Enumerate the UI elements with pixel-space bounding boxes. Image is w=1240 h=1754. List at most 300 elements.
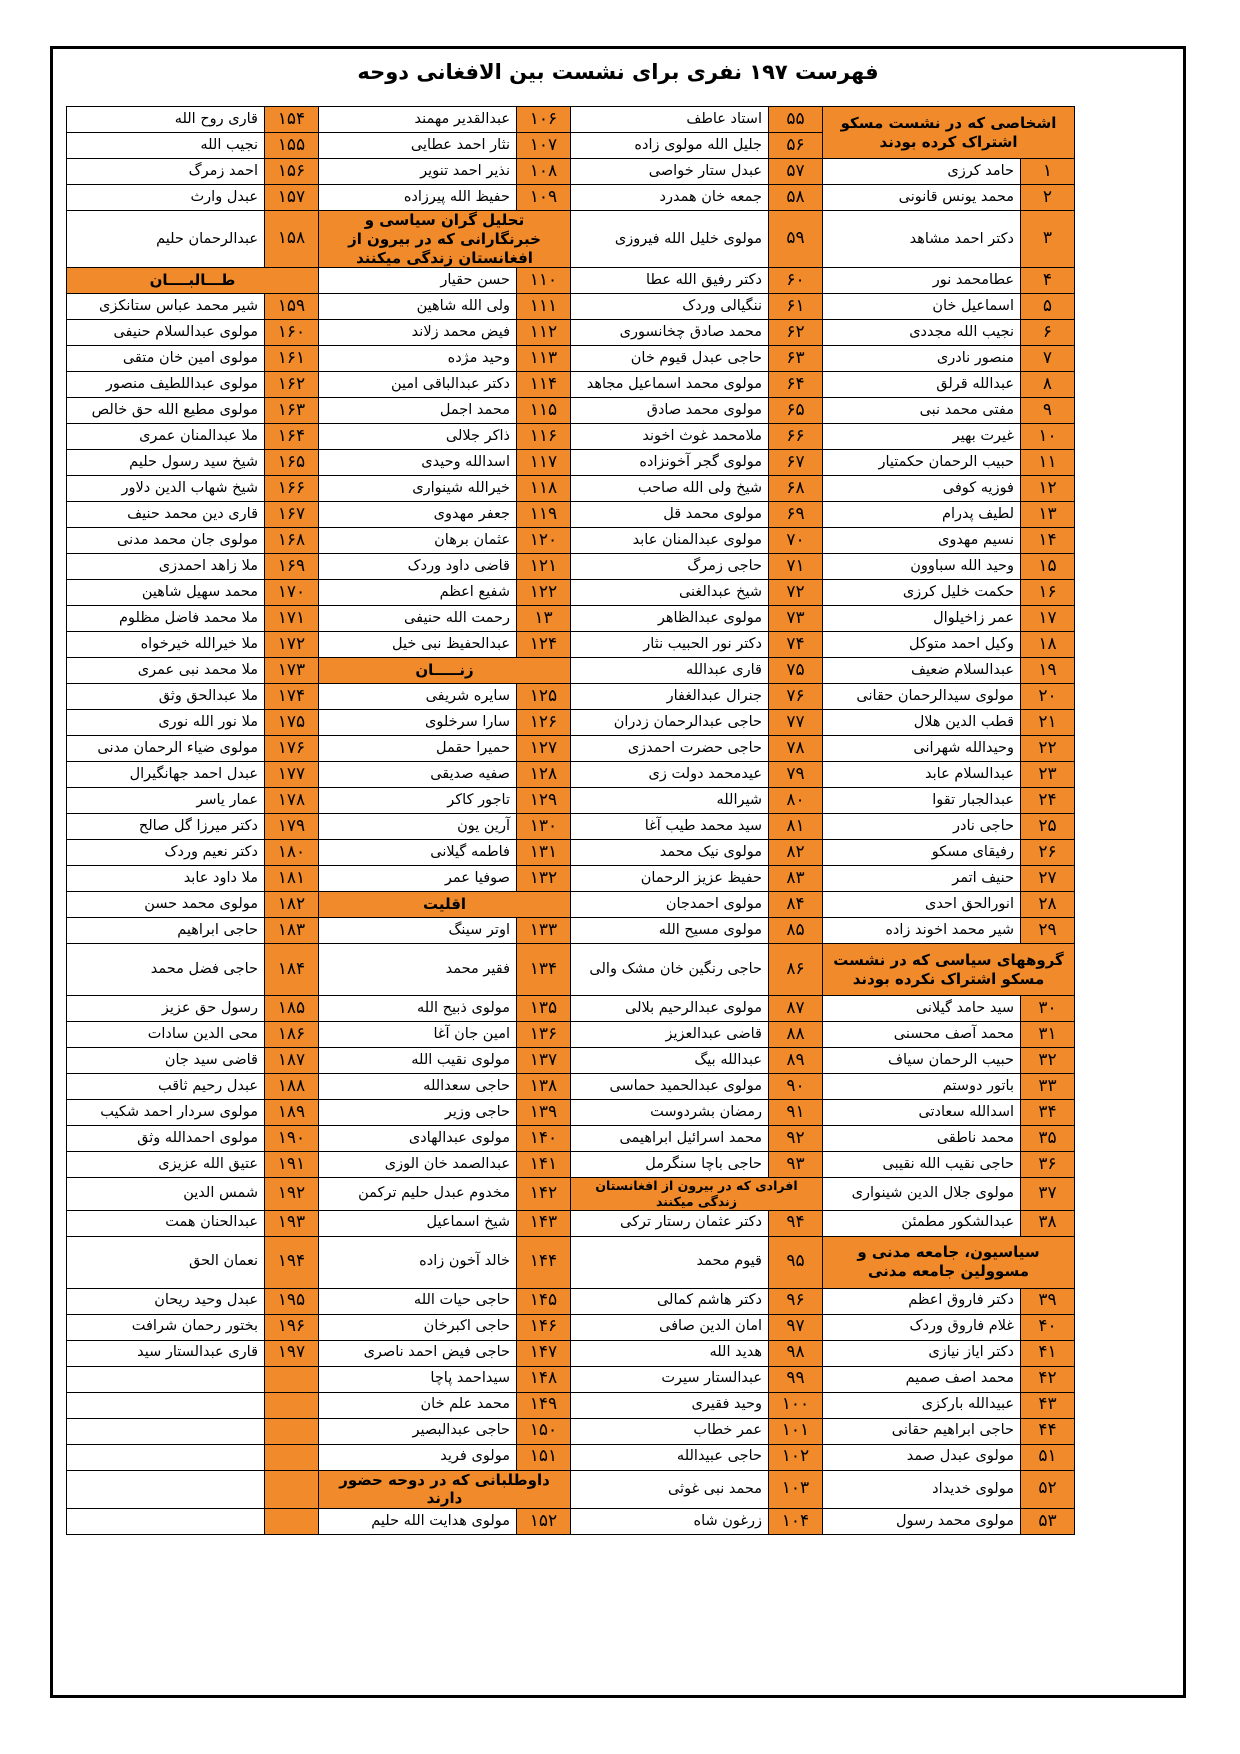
participant-name: قاضی سید جان: [67, 1048, 265, 1074]
participant-name: مخدوم عبدل حلیم ترکمن: [319, 1178, 517, 1210]
row-number: ۱۸۴: [265, 944, 319, 996]
row-number: ۹۳: [769, 1152, 823, 1178]
row-number: ۶۲: [769, 320, 823, 346]
row-number: ۱۲۷: [517, 736, 571, 762]
row-number: ۱۴۲: [517, 1178, 571, 1210]
row-number: ۱۴۳: [517, 1210, 571, 1236]
participant-name: شیخ شهاب الدین دلاور: [67, 476, 265, 502]
row-number: ۱۶۵: [265, 450, 319, 476]
row-number: ۲۷: [1021, 866, 1075, 892]
participant-name: استاد عاطف: [571, 107, 769, 133]
row-number: ۲۳: [1021, 762, 1075, 788]
row-number: ۷۰: [769, 528, 823, 554]
row-number: ۱۹۰: [265, 1126, 319, 1152]
participant-name: مولوی ضیاء الرحمان مدنی: [67, 736, 265, 762]
participant-name: غیرت بهیر: [823, 424, 1021, 450]
row-number: ۲۴: [1021, 788, 1075, 814]
participant-name: عبدالسلام عابد: [823, 762, 1021, 788]
participant-name: نجیب الله: [67, 133, 265, 159]
row-number: ۱۰۱: [769, 1418, 823, 1444]
participant-name: قاضی داود وردک: [319, 554, 517, 580]
participants-table: [66, 106, 1075, 1535]
participant-name: فیض محمد زلاند: [319, 320, 517, 346]
participant-name: محمد صادق چخانسوری: [571, 320, 769, 346]
row-number: ۵۹: [769, 211, 823, 268]
row-number: ۱۵۶: [265, 159, 319, 185]
participant-name: رمضان بشردوست: [571, 1100, 769, 1126]
row-number: ۱۸۳: [265, 918, 319, 944]
participant-name: مولوی جان محمد مدنی: [67, 528, 265, 554]
row-number: ۷۴: [769, 632, 823, 658]
row-number: ۹: [1021, 398, 1075, 424]
row-number: ۳۰: [1021, 996, 1075, 1022]
row-number: ۶۴: [769, 372, 823, 398]
participant-name: مولوی عبدالسلام حنیفی: [67, 320, 265, 346]
participant-name: عبدالرحمان حلیم: [67, 211, 265, 268]
participant-name: حاجی ابراهیم حقانی: [823, 1418, 1021, 1444]
row-number: ۱۵۴: [265, 107, 319, 133]
row-number: ۱۱۵: [517, 398, 571, 424]
participant-name: مولوی عبدل صمد: [823, 1444, 1021, 1470]
participant-name: حبیب الرحمان سیاف: [823, 1048, 1021, 1074]
row-number: ۱۹۶: [265, 1314, 319, 1340]
row-number: ۹۱: [769, 1100, 823, 1126]
row-number: ۱۷۶: [265, 736, 319, 762]
participant-name: عبدل رحیم ثاقب: [67, 1074, 265, 1100]
participant-name: دکتر رفیق الله عطا: [571, 268, 769, 294]
row-number: ۱۶۰: [265, 320, 319, 346]
participant-name: فاطمه گیلانی: [319, 840, 517, 866]
row-number: ۳۹: [1021, 1288, 1075, 1314]
participant-name: اسدالله وحیدی: [319, 450, 517, 476]
participant-name: مولوی نقیب الله: [319, 1048, 517, 1074]
participant-name: نثار احمد عطایی: [319, 133, 517, 159]
empty-name-cell: [67, 1418, 265, 1444]
row-number: ۶۳: [769, 346, 823, 372]
row-number: ۱۹۴: [265, 1236, 319, 1288]
row-number: ۵: [1021, 294, 1075, 320]
row-number: ۱۶۱: [265, 346, 319, 372]
row-number: ۶۱: [769, 294, 823, 320]
row-number: ۷۸: [769, 736, 823, 762]
row-number: ۱۱۱: [517, 294, 571, 320]
row-number: ۱۱۶: [517, 424, 571, 450]
empty-name-cell: [67, 1509, 265, 1535]
participant-name: ملا محمد نبی عمری: [67, 658, 265, 684]
row-number: ۱۸: [1021, 632, 1075, 658]
section-header: افرادی که در بیرون از افغانستان زندگی میکنند: [571, 1178, 823, 1210]
row-number: ۷۲: [769, 580, 823, 606]
row-number: ۱۳۴: [517, 944, 571, 996]
participant-name: سید محمد طیب آغا: [571, 814, 769, 840]
participant-name: هدید الله: [571, 1340, 769, 1366]
row-number: ۱۹: [1021, 658, 1075, 684]
participant-name: حسن حقیار: [319, 268, 517, 294]
participant-name: مولوی محمد صادق: [571, 398, 769, 424]
participant-name: احمد زمرگ: [67, 159, 265, 185]
participant-name: رفیقای مسکو: [823, 840, 1021, 866]
row-number: ۶۸: [769, 476, 823, 502]
participant-name: محمد اصف صمیم: [823, 1366, 1021, 1392]
row-number: ۸۴: [769, 892, 823, 918]
row-number: ۱۳۱: [517, 840, 571, 866]
row-number: ۱۰۶: [517, 107, 571, 133]
row-number: ۵۶: [769, 133, 823, 159]
participant-name: مولوی مسیح الله: [571, 918, 769, 944]
participant-name: حامد کرزی: [823, 159, 1021, 185]
participant-name: عمار یاسر: [67, 788, 265, 814]
row-number: ۱۳۹: [517, 1100, 571, 1126]
row-number: ۷: [1021, 346, 1075, 372]
participant-name: عبدالحنان همت: [67, 1210, 265, 1236]
participant-name: حمیرا حقمل: [319, 736, 517, 762]
participant-name: دکتر میرزا گل صالح: [67, 814, 265, 840]
participant-name: عبدل ستار خواصی: [571, 159, 769, 185]
participant-name: عبدالله بیگ: [571, 1048, 769, 1074]
participant-name: باتور دوستم: [823, 1074, 1021, 1100]
participant-name: محمد سهیل شاهین: [67, 580, 265, 606]
participant-name: مولوی خلیل الله فیروزی: [571, 211, 769, 268]
row-number: ۱۷: [1021, 606, 1075, 632]
participant-name: ملا خیرالله خیرخواه: [67, 632, 265, 658]
participant-name: نجیب الله مجددی: [823, 320, 1021, 346]
empty-name-cell: [67, 1444, 265, 1470]
row-number: ۳۴: [1021, 1100, 1075, 1126]
participant-name: مولوی فرید: [319, 1444, 517, 1470]
participant-name: بختور رحمان شرافت: [67, 1314, 265, 1340]
row-number: ۸۶: [769, 944, 823, 996]
participant-name: سید حامد گیلانی: [823, 996, 1021, 1022]
participant-name: امان الدین صافی: [571, 1314, 769, 1340]
row-number: ۱۳۸: [517, 1074, 571, 1100]
row-number: ۱۰۰: [769, 1392, 823, 1418]
participant-name: ملا زاهد احمدزی: [67, 554, 265, 580]
row-number: ۱۳: [1021, 502, 1075, 528]
row-number: ۱۷۷: [265, 762, 319, 788]
row-number: ۱۸۹: [265, 1100, 319, 1126]
participant-name: ولی الله شاهین: [319, 294, 517, 320]
row-number: ۴۳: [1021, 1392, 1075, 1418]
row-number: ۳۷: [1021, 1178, 1075, 1210]
row-number: ۷۱: [769, 554, 823, 580]
row-number: ۸۸: [769, 1022, 823, 1048]
row-number: ۱۲۸: [517, 762, 571, 788]
participant-name: قاضی عبدالعزیز: [571, 1022, 769, 1048]
row-number: ۱۲۶: [517, 710, 571, 736]
row-number: ۱۴۵: [517, 1288, 571, 1314]
row-number: ۱۵۷: [265, 185, 319, 211]
participant-name: شیر محمد اخوند زاده: [823, 918, 1021, 944]
row-number: ۱۳: [517, 606, 571, 632]
participant-name: نعمان الحق: [67, 1236, 265, 1288]
participant-name: حاجی سعدالله: [319, 1074, 517, 1100]
participant-name: اسماعیل خان: [823, 294, 1021, 320]
participant-name: حاجی فیض احمد ناصری: [319, 1340, 517, 1366]
row-number: ۱۹۳: [265, 1210, 319, 1236]
participant-name: مولوی مطیع الله حق خالص: [67, 398, 265, 424]
participant-name: مولوی عبدالظاهر: [571, 606, 769, 632]
empty-name-cell: [67, 1392, 265, 1418]
participant-name: عمر خطاب: [571, 1418, 769, 1444]
participant-name: محمد ناطقی: [823, 1126, 1021, 1152]
row-number: ۱۲۲: [517, 580, 571, 606]
participant-name: حاجی وزیر: [319, 1100, 517, 1126]
participant-name: عبدالجبار تقوا: [823, 788, 1021, 814]
participant-name: انورالحق احدی: [823, 892, 1021, 918]
participant-name: دکتر نعیم وردک: [67, 840, 265, 866]
participant-name: خالد آخون زاده: [319, 1236, 517, 1288]
row-number: ۱۵۱: [517, 1444, 571, 1470]
participant-name: عبدالصمد خان الوزی: [319, 1152, 517, 1178]
participant-name: مولوی محمد حسن: [67, 892, 265, 918]
participant-name: عبدالحفیظ نبی خیل: [319, 632, 517, 658]
participant-name: دکتر فاروق اعظم: [823, 1288, 1021, 1314]
row-number: ۱۵۸: [265, 211, 319, 268]
row-number: ۱۰۲: [769, 1444, 823, 1470]
row-number: ۴۱: [1021, 1340, 1075, 1366]
row-number: ۵۱: [1021, 1444, 1075, 1470]
row-number: ۱۶: [1021, 580, 1075, 606]
empty-number-cell: [265, 1366, 319, 1392]
row-number: ۶۷: [769, 450, 823, 476]
row-number: ۴: [1021, 268, 1075, 294]
row-number: ۸: [1021, 372, 1075, 398]
participant-name: مولوی عبدالهادی: [319, 1126, 517, 1152]
row-number: ۱۲۹: [517, 788, 571, 814]
participant-name: عثمان برهان: [319, 528, 517, 554]
empty-number-cell: [265, 1418, 319, 1444]
participant-name: مولوی عبدالرحیم بلالی: [571, 996, 769, 1022]
row-number: ۹۲: [769, 1126, 823, 1152]
row-number: ۶۶: [769, 424, 823, 450]
participant-name: قاری روح الله: [67, 107, 265, 133]
participant-name: مولوی عبداللطیف منصور: [67, 372, 265, 398]
row-number: ۱۵: [1021, 554, 1075, 580]
row-number: ۳۵: [1021, 1126, 1075, 1152]
row-number: ۱۴۰: [517, 1126, 571, 1152]
row-number: ۷۵: [769, 658, 823, 684]
row-number: ۱۴۴: [517, 1236, 571, 1288]
row-number: ۱۲۵: [517, 684, 571, 710]
participant-name: جنرال عبدالغفار: [571, 684, 769, 710]
row-number: ۵۵: [769, 107, 823, 133]
row-number: ۷۹: [769, 762, 823, 788]
row-number: ۱۹۲: [265, 1178, 319, 1210]
empty-name-cell: [67, 1366, 265, 1392]
row-number: ۷۷: [769, 710, 823, 736]
participant-name: فوزیه کوفی: [823, 476, 1021, 502]
participant-name: نسیم مهدوی: [823, 528, 1021, 554]
participant-name: ملا عبدالمنان عمری: [67, 424, 265, 450]
row-number: ۱۲۱: [517, 554, 571, 580]
row-number: ۳۳: [1021, 1074, 1075, 1100]
participant-name: لطیف پدرام: [823, 502, 1021, 528]
row-number: ۹۶: [769, 1288, 823, 1314]
row-number: ۱۷۴: [265, 684, 319, 710]
participant-name: ننگیالی وردک: [571, 294, 769, 320]
participant-name: محمد اجمل: [319, 398, 517, 424]
row-number: ۲۶: [1021, 840, 1075, 866]
section-header: گروههای سیاسی که در نشست مسکو اشتراک نکرده بودند: [823, 944, 1075, 996]
row-number: ۱۸۸: [265, 1074, 319, 1100]
participant-name: حاجی حضرت احمدزی: [571, 736, 769, 762]
row-number: ۵۸: [769, 185, 823, 211]
participant-name: شمس الدین: [67, 1178, 265, 1210]
participant-name: سایره شریفی: [319, 684, 517, 710]
participant-name: وکیل احمد متوکل: [823, 632, 1021, 658]
participant-name: مولوی عبدالمنان عابد: [571, 528, 769, 554]
section-header: داوطلبانی که در دوحه حضور دارند: [319, 1470, 571, 1509]
participant-name: جلیل الله مولوی زاده: [571, 133, 769, 159]
participant-name: مولوی محمد قل: [571, 502, 769, 528]
row-number: ۱۱۸: [517, 476, 571, 502]
row-number: ۱۳۲: [517, 866, 571, 892]
participant-name: صوفیا عمر: [319, 866, 517, 892]
participant-name: دکتر احمد مشاهد: [823, 211, 1021, 268]
participant-name: حاجی اکبرخان: [319, 1314, 517, 1340]
row-number: ۴۴: [1021, 1418, 1075, 1444]
row-number: ۱۷۸: [265, 788, 319, 814]
participant-name: حاجی باچا سنگرمل: [571, 1152, 769, 1178]
participant-name: عیدمحمد دولت زی: [571, 762, 769, 788]
participant-name: مولوی امین خان متقی: [67, 346, 265, 372]
row-number: ۶۰: [769, 268, 823, 294]
participant-name: فقیر محمد: [319, 944, 517, 996]
participant-name: عمر زاخیلوال: [823, 606, 1021, 632]
participant-name: وحید الله سباوون: [823, 554, 1021, 580]
participant-name: قیوم محمد: [571, 1236, 769, 1288]
row-number: ۱۵۹: [265, 294, 319, 320]
row-number: ۶: [1021, 320, 1075, 346]
empty-number-cell: [265, 1392, 319, 1418]
participant-name: حاجی رنگین خان مشک والی: [571, 944, 769, 996]
participant-name: حاجی ابراهیم: [67, 918, 265, 944]
participant-name: شیر محمد عباس ستانکزی: [67, 294, 265, 320]
row-number: ۱۹۱: [265, 1152, 319, 1178]
row-number: ۱۷۰: [265, 580, 319, 606]
participant-name: اوتر سینگ: [319, 918, 517, 944]
row-number: ۲۲: [1021, 736, 1075, 762]
row-number: ۸۰: [769, 788, 823, 814]
participant-name: عتیق الله عزیزی: [67, 1152, 265, 1178]
row-number: ۱۰۸: [517, 159, 571, 185]
row-number: ۹۵: [769, 1236, 823, 1288]
row-number: ۱۴: [1021, 528, 1075, 554]
row-number: ۷۳: [769, 606, 823, 632]
participant-name: عبدل وارث: [67, 185, 265, 211]
row-number: ۱۸۶: [265, 1022, 319, 1048]
participant-name: محمد اسرائیل ابراهیمی: [571, 1126, 769, 1152]
participant-name: محمد علم خان: [319, 1392, 517, 1418]
participant-name: ملا داود عابد: [67, 866, 265, 892]
row-number: ۶۵: [769, 398, 823, 424]
page-title: فهرست ۱۹۷ نفری برای نشست بین الافغانی دوحه: [357, 60, 879, 84]
row-number: ۱۱۴: [517, 372, 571, 398]
row-number: ۱۲۴: [517, 632, 571, 658]
section-header: اشخاصی که در نشست مسکو اشتراک کرده بودند: [823, 107, 1075, 159]
row-number: ۱۸۰: [265, 840, 319, 866]
row-number: ۱۲۰: [517, 528, 571, 554]
row-number: ۱: [1021, 159, 1075, 185]
participant-name: حاجی نادر: [823, 814, 1021, 840]
participant-name: دکتر نور الحبیب نثار: [571, 632, 769, 658]
participant-name: مفتی محمد نبی: [823, 398, 1021, 424]
row-number: ۸۱: [769, 814, 823, 840]
row-number: ۱۶۷: [265, 502, 319, 528]
participant-name: حاجی عبدالرحمان زدران: [571, 710, 769, 736]
row-number: ۱۴۶: [517, 1314, 571, 1340]
participant-name: حاجی زمرگ: [571, 554, 769, 580]
row-number: ۲۸: [1021, 892, 1075, 918]
section-header: تحلیل گران سیاسی و خبرنگارانی که در بیرون از افغانستان زندگی میکنند: [319, 211, 571, 268]
row-number: ۷۶: [769, 684, 823, 710]
row-number: ۱۳۶: [517, 1022, 571, 1048]
section-header: اقلیت: [319, 892, 571, 918]
participant-name: ملا عبدالحق وثق: [67, 684, 265, 710]
row-number: ۱۱۷: [517, 450, 571, 476]
row-number: ۱۱: [1021, 450, 1075, 476]
participant-name: حاجی فضل محمد: [67, 944, 265, 996]
row-number: ۱۷۲: [265, 632, 319, 658]
row-number: ۹۷: [769, 1314, 823, 1340]
row-number: ۱۷۳: [265, 658, 319, 684]
row-number: ۱۰: [1021, 424, 1075, 450]
empty-number-cell: [265, 1470, 319, 1509]
participant-name: محمد یونس قانونی: [823, 185, 1021, 211]
row-number: ۱۵۲: [517, 1509, 571, 1535]
row-number: ۱۹۵: [265, 1288, 319, 1314]
row-number: ۱۴۷: [517, 1340, 571, 1366]
participant-name: مولوی احمدجان: [571, 892, 769, 918]
participant-name: نذیر احمد تنویر: [319, 159, 517, 185]
participant-name: عبدالله قرلق: [823, 372, 1021, 398]
row-number: ۱۵۰: [517, 1418, 571, 1444]
participant-name: مولوی سردار احمد شکیب: [67, 1100, 265, 1126]
row-number: ۱۳۷: [517, 1048, 571, 1074]
participant-name: قاری دین محمد حنیف: [67, 502, 265, 528]
participant-name: حاجی عبیدالله: [571, 1444, 769, 1470]
participant-name: حبیب الرحمان حکمتیار: [823, 450, 1021, 476]
row-number: ۹۹: [769, 1366, 823, 1392]
empty-number-cell: [265, 1444, 319, 1470]
participant-name: غلام فاروق وردک: [823, 1314, 1021, 1340]
participant-name: مولوی عبدالحمید حماسی: [571, 1074, 769, 1100]
row-number: ۱۶۶: [265, 476, 319, 502]
participant-name: امین جان آغا: [319, 1022, 517, 1048]
row-number: ۱۸۷: [265, 1048, 319, 1074]
participant-name: مولوی ذبیح الله: [319, 996, 517, 1022]
participant-name: حاجی نقیب الله نقیبی: [823, 1152, 1021, 1178]
row-number: ۳۶: [1021, 1152, 1075, 1178]
participant-name: عبدل احمد جهانگیرال: [67, 762, 265, 788]
row-number: ۱۴۹: [517, 1392, 571, 1418]
row-number: ۱۱۹: [517, 502, 571, 528]
row-number: ۱۱۲: [517, 320, 571, 346]
section-header: طـــالبــــان: [67, 268, 319, 294]
participant-name: مولوی جلال الدین شینواری: [823, 1178, 1021, 1210]
participant-name: منصور نادری: [823, 346, 1021, 372]
row-number: ۱۰۴: [769, 1509, 823, 1535]
row-number: ۱۴۸: [517, 1366, 571, 1392]
row-number: ۵۲: [1021, 1470, 1075, 1509]
participant-name: شیخ ولی الله صاحب: [571, 476, 769, 502]
participant-name: شیرالله: [571, 788, 769, 814]
row-number: ۳۱: [1021, 1022, 1075, 1048]
row-number: ۸۲: [769, 840, 823, 866]
participant-name: زرغون شاه: [571, 1509, 769, 1535]
row-number: ۸۷: [769, 996, 823, 1022]
row-number: ۱۳۰: [517, 814, 571, 840]
